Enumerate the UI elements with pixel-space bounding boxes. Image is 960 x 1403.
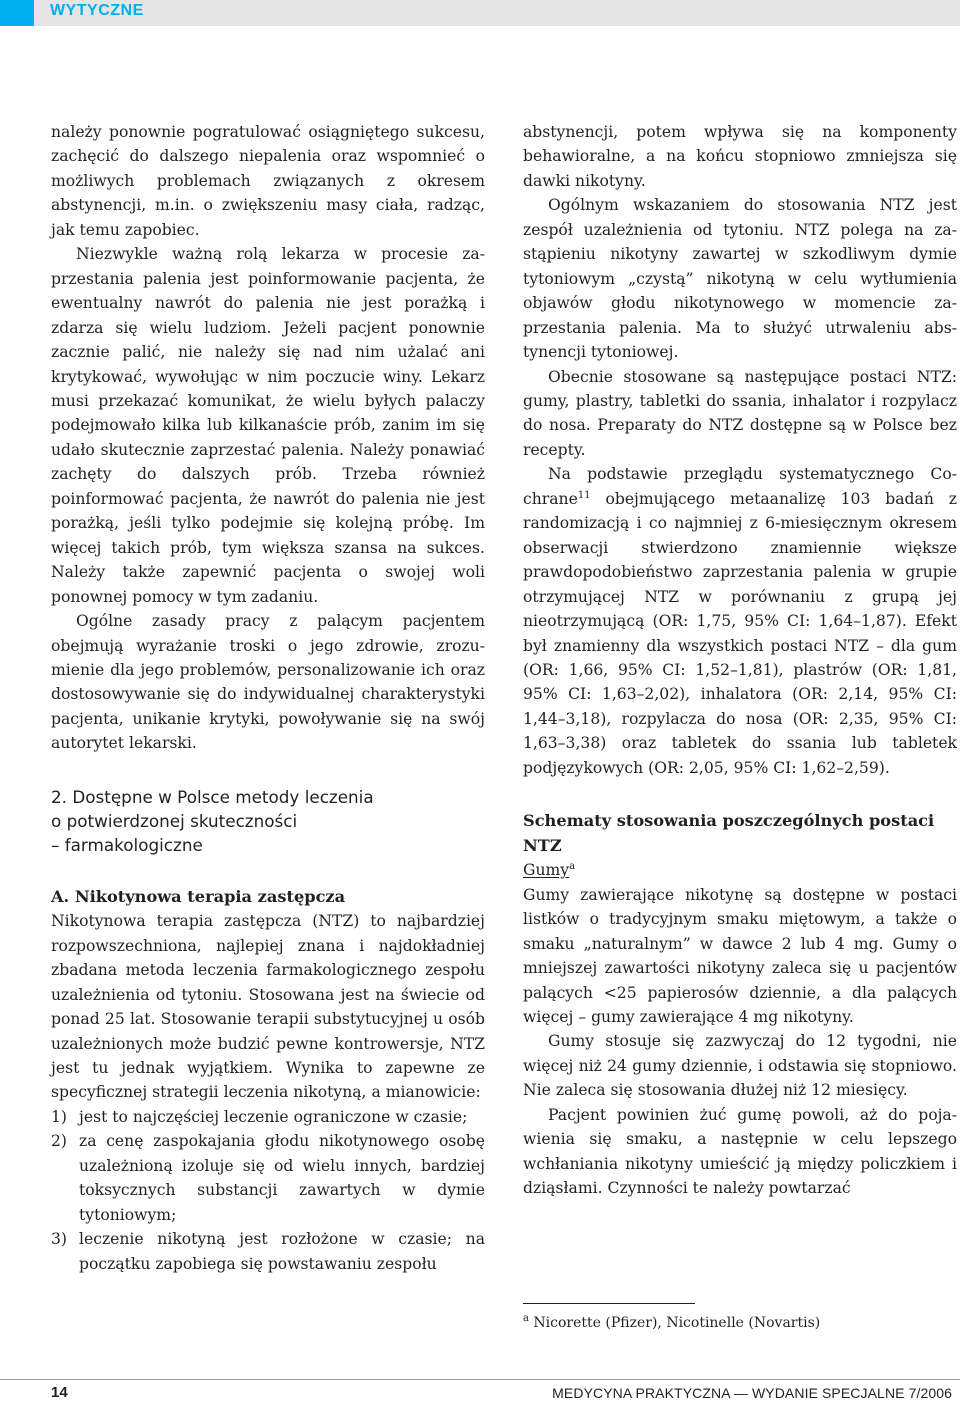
right-paragraph-2: Ogólnym wskazaniem do stosowania NTZ jest zespół uzależnienia od tytoniu. NTZ polega na zastąpieniu nikotyny zawartej w szkodliwym dymie tytoniowym „czystą” nikotyną w celu wytłumienia objawów głodu nikotynowego w momencie zaprzestania palenia. Ma to służyć utrwaleniu abstynencji tytoniowej.	[523, 196, 957, 362]
subsection-heading-schemes: Schematy stosowania poszczególnych postaci NTZ	[523, 811, 935, 856]
list-item-text: za cenę zaspokajania głodu nikotynowego osobę uzależnioną izoluje się od wielu innych, bardziej toksycznych substancji zawartych w dymie tytoniowym;	[79, 1132, 485, 1224]
footnote-text: Nicorette (Pfizer), Nicotinelle (Novartis)	[528, 1315, 821, 1331]
list-item-text: leczenie nikotyną jest rozłożone w czasie; na początku zapobiega się powstawaniu zespołu	[79, 1230, 485, 1273]
footnote	[523, 1313, 820, 1333]
left-column	[51, 120, 485, 1276]
list-item	[51, 1105, 485, 1129]
right-paragraph-1: abstynencji, potem wpływa się na komponenty behawioralne, a na końcu stopniowo zmniejsza się dawki nikotyny.	[523, 123, 957, 190]
right-paragraph-3: Obecnie stosowane są następujące postaci NTZ: gumy, plastry, tabletki do ssania, inhalator i rozpylacz do nosa. Preparaty do NTZ dostępne są w Polsce bez recepty.	[523, 367, 957, 459]
journal-title: MEDYCYNA PRAKTYCZNA — WYDANIE SPECJALNE 7/2006	[552, 1385, 952, 1401]
right-paragraph-4-rest: obejmującego metaanalizę 103 badań z randomizacją i co najmniej z 6-miesięcznym okresem obserwacji stwierdzono znamiennie większe prawdopodobieństwo zaprzestania palenia w grupie otrzymującej NTZ w porównaniu z grupą jej nieotrzymującą (OR: 1,75, 95% CI: 1,64–1,87). Efekt był znamienny dla wszystkich postaci NTZ – dla gum (OR: 1,66, 95% CI: 1,52–1,81), plastrów (OR: 1,81, 95% CI: 1,63–2,02), inhalatora (OR: 2,14, 95% CI: 1,44–3,18), rozpylacza do nosa (OR: 2,35, 95% CI: 1,63–3,38) oraz tabletek do ssania lub tabletek podjęzykowych (OR: 2,05, 95% CI: 1,62–2,59).	[523, 489, 957, 777]
list-item-text: jest to najczęściej leczenie ograniczone w czasie;	[79, 1107, 468, 1126]
footnote-marker: a	[569, 861, 576, 873]
citation-reference: 11	[577, 489, 591, 501]
section-heading-2	[51, 785, 485, 857]
section-label: WYTYCZNE	[50, 2, 144, 19]
list-item-number: 1)	[51, 1107, 68, 1126]
right-paragraph-4	[523, 462, 957, 780]
right-paragraph-7: Pacjent powinien żuć gumę powoli, aż do pojawienia się smaku, a następnie w celu lepszego wchłaniania nikotyny umieścić ją między policzkiem i dziąsłami. Czynności te należy powtarzać	[523, 1105, 957, 1198]
section-heading-line-1: 2. Dostępne w Polsce metody leczenia	[51, 786, 374, 807]
right-paragraph-5: Gumy zawierające nikotynę są dostępne w postaci listków o tradycyjnym smaku miętowym, a także o smaku „naturalnym” w dawce 2 lub 4 mg. Gumy o mniejszej zawartości nikotyny zaleca się u pacjentów palących <25 papierosów dziennie, a dla palących więcej – gumy zawierające 4 mg nikotyny.	[523, 885, 957, 1026]
footnote-rule	[523, 1303, 695, 1304]
right-column	[523, 120, 957, 1201]
list-item	[51, 1129, 485, 1227]
list-item	[51, 1227, 485, 1276]
strategy-list	[51, 1105, 485, 1276]
left-paragraph-1: należy ponownie pogratulować osiągniętego sukcesu, zachęcić do dalszego niepalenia oraz wspomnieć o możliwych problemach związanych z okresem abstynencji, m.in. o zwiększeniu masy ciała, radząc, jak temu zapobiec.	[51, 123, 485, 239]
list-item-number: 3)	[51, 1230, 68, 1249]
header-accent-square	[0, 0, 34, 26]
left-paragraph-3: Ogólne zasady pracy z palącym pacjentem obejmują wyrażanie troski o jego zdrowie, zrozumienie dla jego problemów, personalizowanie ich oraz dostosowywanie się do indywidualnej charakterystyki pacjenta, unikanie krytyki, powoływanie się na swój autorytet lekarski.	[51, 612, 485, 753]
right-paragraph-4-start: Na podstawie przeglądu systematycznego Cochrane	[523, 465, 957, 508]
right-paragraph-6: Gumy stosuje się zazwyczaj do 12 tygodni, nie więcej niż 24 gumy dziennie, i odstawia się stopniowo. Nie zaleca się stosowania dłużej niż 12 miesięcy.	[523, 1032, 957, 1100]
section-heading-line-2: o potwierdzonej skuteczności	[51, 810, 298, 831]
gumy-subheading	[523, 858, 957, 882]
subsection-heading-a: A. Nikotynowa terapia zastępcza	[51, 886, 346, 906]
page-number: 14	[51, 1384, 68, 1401]
left-paragraph-2: Niezwykle ważną rolą lekarza w procesie zaprzestania palenia jest poinformowanie pacjenta, że ewentualny nawrót do palenia nie jest porażką i zdarza się wielu ludziom. Jeżeli pacjent ponownie zacznie palić, nie należy się nad nim użalać ani krytykować, wywołując w nim poczucie winy. Lekarz musi przekazać komunikat, że wielu byłych palaczy podejmowało kilka lub kilkanaście prób, zanim im się udało skutecznie zaprzestać palenia. Należy ponawiać zachęty do dalszych prób. Trzeba również poinformować pacjenta, że nawrót do palenia nie jest porażką, jeśli tylko podejmie się kolejną próbę. Im więcej takich prób, tym większa szansa na sukces. Należy także zapewnić pacjenta o swojej woli ponownej pomocy w tym zadaniu.	[51, 245, 485, 606]
left-paragraph-4: Nikotynowa terapia zastępcza (NTZ) to najbardziej rozpowszechniona, najlepiej znana i najdokładniej zbadana metoda leczenia farmakologicznego zespołu uzależnienia od tytoniu. Stosowana jest na świecie od ponad 25 lat. Stosowanie terapii substytucyjnej u osób uzależnionych może budzić pewne kontrowersje, NTZ jest tu jednak wyjątkiem. Wynika to zapewne ze specyficznej strategii leczenia nikotyną, a mianowicie:	[51, 912, 485, 1102]
header-bar	[0, 0, 960, 26]
footer-rule	[0, 1379, 960, 1380]
gumy-subheading-text: Gumy	[523, 861, 570, 880]
section-heading-line-3: – farmakologiczne	[51, 834, 203, 855]
footnote-marker: a	[523, 1313, 529, 1324]
list-item-number: 2)	[51, 1132, 68, 1151]
